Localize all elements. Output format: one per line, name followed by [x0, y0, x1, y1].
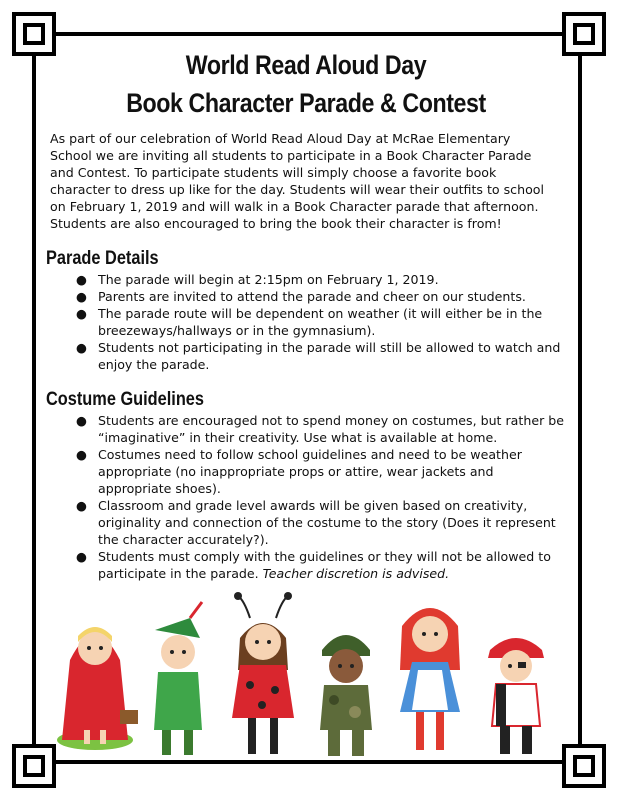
pirate-icon — [488, 638, 544, 754]
flyer-content — [46, 46, 566, 582]
bullet-icon: ● — [76, 306, 87, 321]
list-item: ● Students must comply with the guidelines or they will not be allowed to participate in the parade. Teacher discretion is advised. — [76, 549, 551, 581]
list-item: ● Parents are invited to attend the parade and cheer on our students. — [76, 289, 526, 304]
list-item: ● The parade route will be dependent on weather (it will either be in the breezeways/hallways or in the gymnasium). — [76, 306, 543, 338]
bullet-icon: ● — [76, 413, 87, 428]
peter-pan-icon — [154, 602, 202, 755]
ladybug-icon — [232, 592, 294, 754]
raggedy-ann-icon — [400, 608, 460, 750]
bullet-icon: ● — [76, 498, 87, 513]
bullet-icon: ● — [76, 272, 87, 287]
title-line-1: World Read Aloud Day — [185, 50, 427, 80]
parade-details-heading: Parade Details — [46, 248, 159, 269]
teacher-discretion-note: Teacher discretion is advised. — [262, 566, 450, 581]
bullet-icon: ● — [76, 549, 87, 564]
list-item: ● Classroom and grade level awards will be given based on creativity, originality and connection of the costume to the story (Does it represent the character accurately?). — [76, 498, 556, 547]
parade-details-list — [46, 271, 566, 373]
red-riding-hood-icon — [57, 627, 138, 750]
book-characters-illustration — [50, 590, 570, 768]
soldier-icon — [320, 635, 372, 756]
costume-guidelines-list — [46, 412, 566, 582]
bullet-icon: ● — [76, 447, 87, 462]
list-item: ● Costumes need to follow school guidelines and need to be weather appropriate (no inappropriate props or attire, wear jackets and appropriate shoes). — [76, 447, 522, 496]
list-item: ● The parade will begin at 2:15pm on February 1, 2019. — [76, 272, 439, 287]
corner-ornament-top-right — [562, 12, 606, 56]
title-line-2: Book Character Parade & Contest — [126, 88, 486, 118]
bullet-icon: ● — [76, 289, 87, 304]
bullet-icon: ● — [76, 340, 87, 355]
list-item: ● Students are encouraged not to spend money on costumes, but rather be “imaginative” in their creativity. Use what is available at home. — [76, 413, 564, 445]
intro-paragraph: As part of our celebration of World Read Aloud Day at McRae Elementary School we are inviting all students to participate in a Book Character Parade and Contest. To participate students will simply choose a favorite book character to dress up like for the day. Students will wear their outfits to school on February 1, 2019 and will walk in a Book Character parade that afternoon. Students are also encouraged to bring the book their character is from! — [50, 131, 544, 231]
list-item: ● Students not participating in the parade will still be allowed to watch and enjoy the parade. — [76, 340, 561, 372]
costume-guidelines-heading: Costume Guidelines — [46, 389, 204, 410]
